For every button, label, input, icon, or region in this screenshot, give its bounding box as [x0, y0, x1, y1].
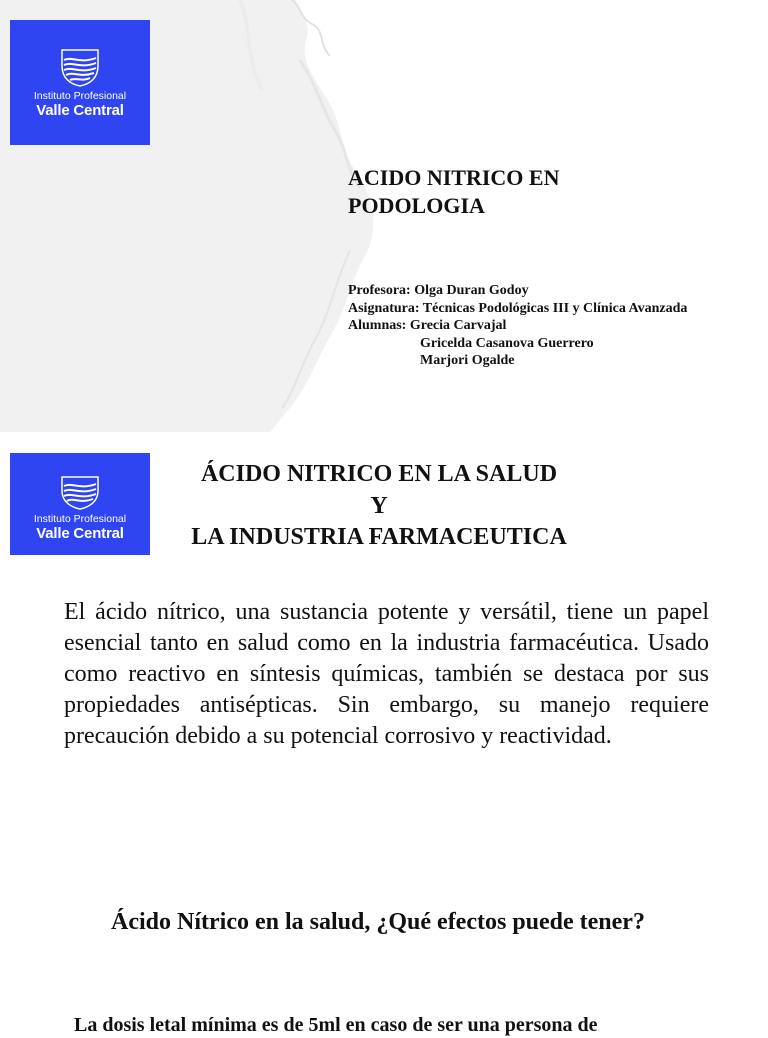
institution-logo: [10, 453, 150, 555]
student-name: Gricelda Casanova Guerrero: [420, 335, 594, 351]
credits-block: [348, 282, 688, 370]
slide2-title-line1: ÁCIDO NITRICO EN LA SALUD: [200, 461, 558, 487]
slide2-title-line2: Y: [370, 492, 388, 519]
wave-emblem-icon: [58, 473, 102, 511]
institution-logo: [10, 20, 150, 145]
title-slide: [0, 0, 768, 432]
slide2-title: [150, 459, 608, 554]
students-line: Alumnas: Grecia Carvajal: [348, 318, 507, 333]
wave-emblem-icon: [58, 46, 102, 88]
logo-text-line2: Valle Central: [36, 102, 124, 119]
logo-text-line2: Valle Central: [36, 525, 124, 542]
professor-line: Profesora: Olga Duran Godoy: [348, 283, 529, 298]
student-name: Marjori Ogalde: [420, 353, 515, 368]
logo-text-line1: Instituto Profesional: [33, 90, 127, 102]
subject-line: Asignatura: Técnicas Podológicas III y Clínica Avanzada: [348, 300, 688, 316]
slide3-partial-text: La dosis letal mínima es de 5ml en caso de ser una persona de: [74, 1014, 598, 1036]
slide2-body-paragraph: El ácido nítrico, una sustancia potente y versátil, tiene un papel esencial tanto en salud como en la industria farmacéutica. Usado como reactivo en síntesis químicas, también se destaca por sus propiedades antisépticas. Sin embargo, su manejo requiere precaución debido a su potencial corrosivo y reactividad.: [64, 599, 709, 749]
slide1-title: ACIDO NITRICO EN PODOLOGIA: [348, 165, 560, 218]
slide2-title-line3: LA INDUSTRIA FARMACEUTICA: [191, 524, 567, 550]
logo-text-line1: Instituto Profesional: [33, 513, 127, 525]
slide3-heading: Ácido Nítrico en la salud, ¿Qué efectos puede tener?: [111, 909, 645, 935]
